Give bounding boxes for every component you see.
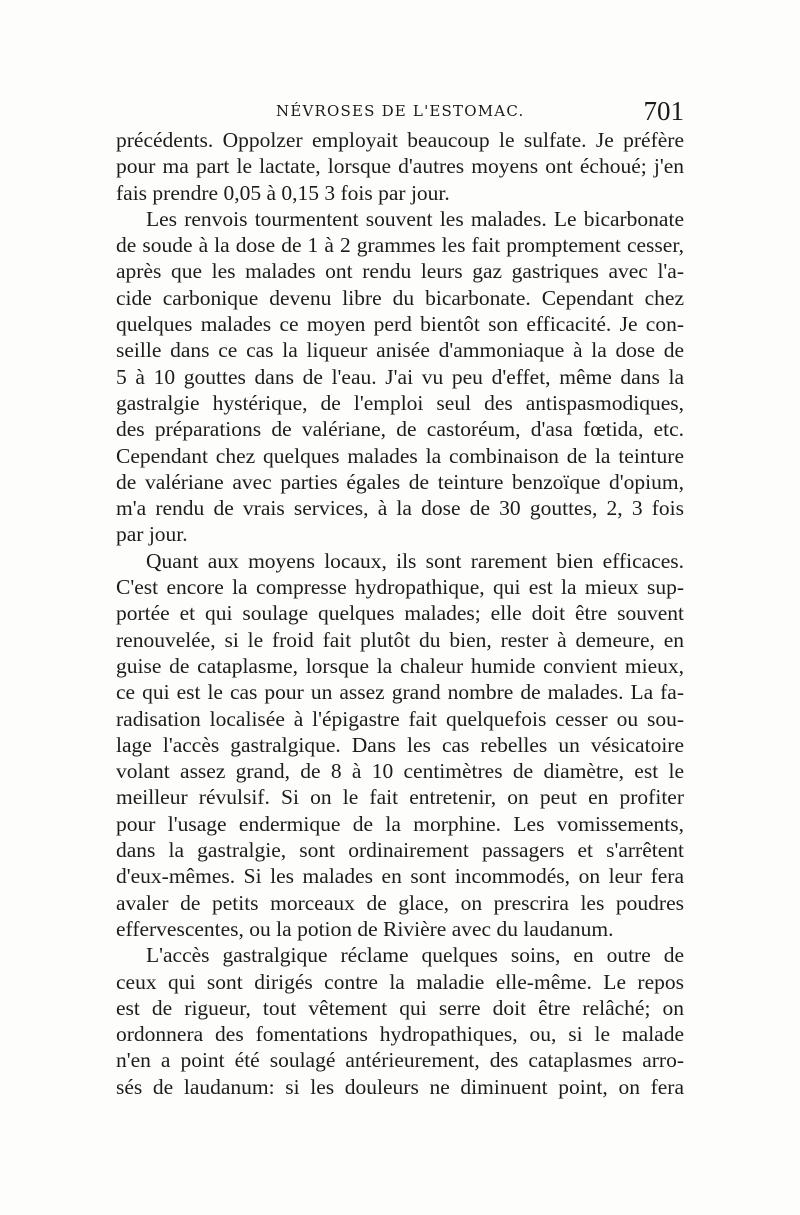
text-line: de valériane avec parties égales de teinture benzoïque d'opium, [116,469,684,494]
text-line: quelques malades ce moyen perd bientôt son efficacité. Je con- [116,312,684,337]
text-line: meilleur révulsif. Si on le fait entretenir, on peut en profiter [116,785,684,810]
text-line: m'a rendu de vrais services, à la dose de 30 gouttes, 2, 3 fois [116,496,684,521]
text-line: pour ma part le lactate, lorsque d'autres moyens ont échoué; j'en [116,154,684,179]
text-line: précédents. Oppolzer employait beaucoup le sulfate. Je préfère [116,128,684,152]
text-line: ordonnera des fomentations hydropathiques, ou, si le malade [116,1022,684,1047]
text-line: C'est encore la compresse hydropathique, qui est la mieux sup- [116,575,684,600]
text-line: renouvelée, si le froid fait plutôt du bien, rester à demeure, en [116,627,684,652]
text-line: gastralgie hystérique, de l'emploi seul des antispasmodiques, [116,390,684,415]
text-line: L'accès gastralgique réclame quelques soins, en outre de [146,943,684,968]
text-line: d'eux-mêmes. Si les malades en sont incommodés, on leur fera [116,864,684,889]
text-line: Les renvois tourmentent souvent les malades. Le bicarbonate [146,206,684,231]
text-line: portée et qui soulage quelques malades; elle doit être souvent [116,601,684,626]
text-line: des préparations de valériane, de castoréum, d'asa fœtida, etc. [116,417,684,442]
text-line: volant assez grand, de 8 à 10 centimètres de diamètre, est le [116,759,684,784]
text-line: effervescentes, ou la potion de Rivière avec du laudanum. [116,916,614,941]
text-line: est de rigueur, tout vêtement qui serre doit être relâché; on [116,995,684,1020]
page-number: 701 [643,96,684,126]
text-line: Cependant chez quelques malades la combinaison de la teinture [116,443,684,468]
text-line: pour l'usage endermique de la morphine. Les vomissements, [116,811,684,836]
text-line: par jour. [116,522,188,547]
text-line: seille dans ce cas la liqueur anisée d'ammoniaque à la dose de [116,338,684,363]
text-line: sés de laudanum: si les douleurs ne diminuent point, on fera [116,1074,684,1099]
text-line: ceux qui sont dirigés contre la maladie elle-même. Le repos [116,969,684,994]
text-line: 5 à 10 gouttes dans de l'eau. J'ai vu peu d'effet, même dans la [116,364,684,389]
text-line: lage l'accès gastralgique. Dans les cas rebelles un vésicatoire [116,732,684,757]
text-line: n'en a point été soulagé antérieurement, des cataplasmes arro- [116,1048,684,1073]
running-title: NÉVROSES DE L'ESTOMAC. [276,102,525,120]
text-line: cide carbonique devenu libre du bicarbonate. Cependant chez [116,285,684,310]
text-line: Quant aux moyens locaux, ils sont rarement bien efficaces. [146,548,684,573]
text-line: après que les malades ont rendu leurs gaz gastriques avec l'a- [116,259,684,284]
text-line: radisation localisée à l'épigastre fait quelquefois cesser ou sou- [116,706,684,731]
text-line: de soude à la dose de 1 à 2 grammes les fait promptement cesser, [116,233,684,258]
body-text [116,127,684,1100]
text-line: ce qui est le cas pour un assez grand nombre de malades. La fa- [116,680,684,705]
text-line: avaler de petits morceaux de glace, on prescrira les poudres [116,890,684,915]
text-line: dans la gastralgie, sont ordinairement passagers et s'arrêtent [116,838,684,863]
text-line: fais prendre 0,05 à 0,15 3 fois par jour. [116,180,450,205]
text-line: guise de cataplasme, lorsque la chaleur humide convient mieux, [116,653,684,678]
